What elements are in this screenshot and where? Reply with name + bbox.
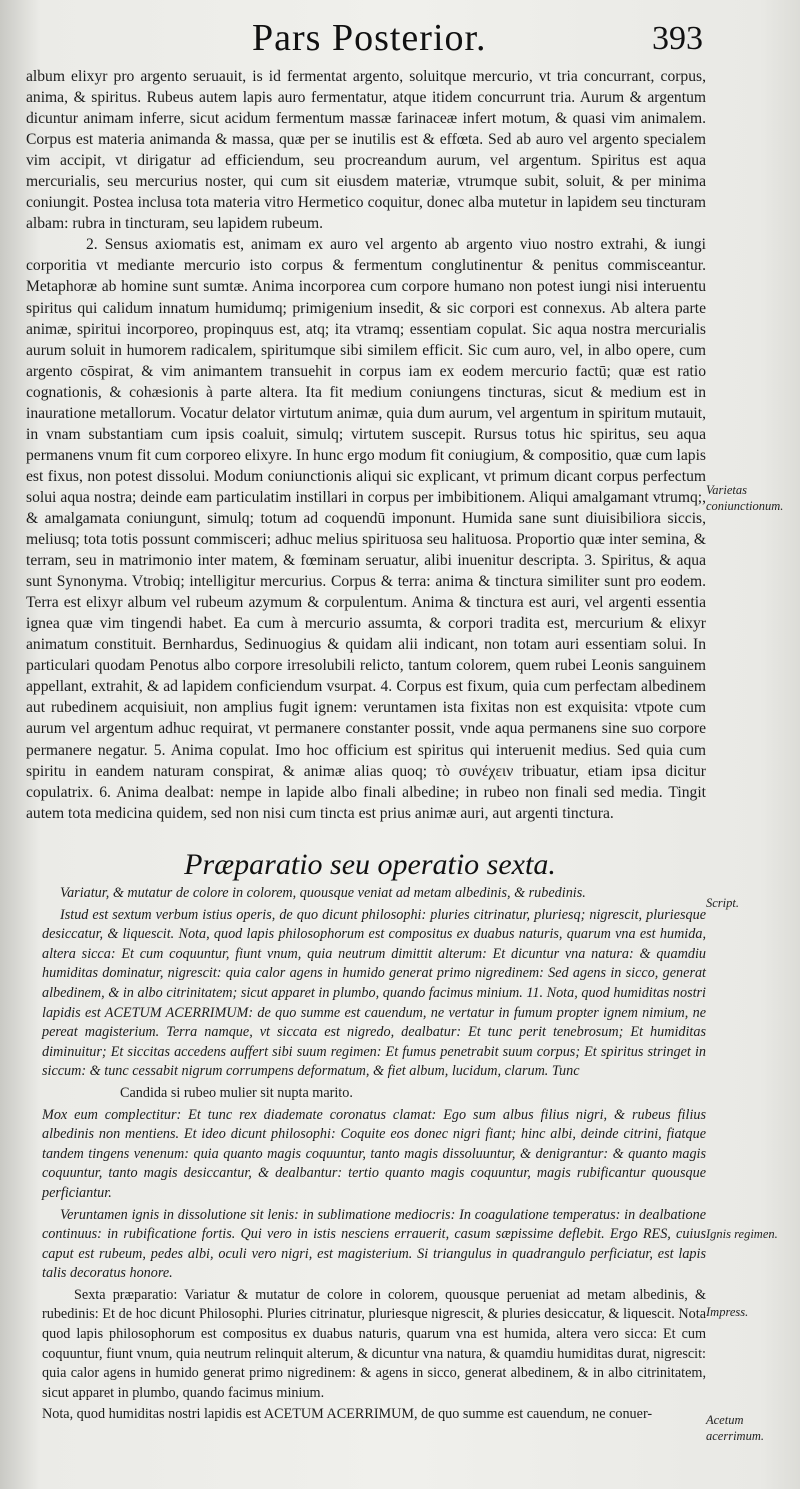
margin-note: Impress. [706, 1305, 749, 1319]
margin-note: Varietas coniunctionum. [706, 483, 784, 513]
running-head: Pars Posterior. [252, 17, 487, 59]
commentary-paragraph: album elixyr pro argento seruauit, is id fermentat argento, soluitque mercurio, vt tria concurrant, corpus, anima, & spiritus. Rubeus autem lapis auro fermentatur, atque itidem concurrunt tria. Aurum & argentum dicuntur animam inferre, sicut acidum fermentum massæ farinaceæ infert motum, & quasi vim animalem. Corpus est materia animanda & massa, quæ per se inutilis est & effœta. Sed ab auro vel argento specialem vim accipit, vt dirigatur ad efficiendum, seu procreandum aurum, vel argentum. Spiritus est aqua mercurialis, seu mercurius noster, qui cum sit eiusdem materiæ, vtrumque subit, soluit, & per minima coniungit. Postea inclusa tota materia vitro Hermetico coquitur, donec alba mutetur in lapidem seu tincturam albam: rubra in tincturam, seu lapidem rubeum. [26, 68, 706, 233]
page-header [0, 14, 800, 64]
preparation-paragraph: Nota, quod humiditas nostri lapidis est ACETUM ACERRIMUM, de quo summe est cauendum, ne conuer- [42, 1406, 653, 1423]
preparation-text [42, 884, 706, 1427]
verse-line: Candida si rubeo mulier sit nupta marito. [120, 1084, 353, 1101]
preparation-paragraph: Mox eum complectitur: Et tunc rex diademate coronatus clamat: Ego sum albus filius nigri, & rubeus filius albedinis non mentiens. Et ideo dicunt philosophi: Coquite eos donec nigri fiant; hinc albi, deinde citrini, fiatque tandem tingens venenum: quia quanto magis coquuntur, tanto magis dissoluuntur, & denigrantur: & quanto magis coquuntur, tanto magis desiccantur, & dealbantur: tertio quanto magis coquuntur, magis rubificantur quousque perficiantur. [42, 1106, 706, 1201]
preparation-paragraph: Sexta præparatio: Variatur & mutatur de colore in colorem, quousque perueniat ad metam albedinis, & rubedinis: Et de hoc dicunt Philosophi. Pluries citrinatur, pluriesque nigrescit, & pluries desiccatur, & liquescit. Nota quod lapis philosophorum est compositus ex duabus naturis, quarum vna est humida, altera vero sicca: Et cum coquuntur, fiunt vnum, quia neutrum relinquit alterum, & dicuntur vna natura, & quamdiu humiditas durat, nigrescit: quia calor agens in humido generat primo nigredinem: & agens in sicco, generat albedinem, & in albo citrinitatem, sicut apparet in plumbo, quando facimus minium. [42, 1286, 706, 1401]
margin-note: Script. [706, 896, 739, 910]
page-number: 393 [652, 20, 703, 57]
preparation-paragraph: Istud est sextum verbum istius operis, de quo dicunt philosophi: pluries citrinatur, pluriesq; nigrescit, pluriesque desiccatur, & liquescit. Nota, quod lapis philosophorum est compositus ex duabus naturis, quarum vna est humida, altera sicca: Et cum coquuntur, fiunt vnum, quia neutrum dimittit alterum: Et dicuntur vna natura: & quamdiu humiditas dominatur, nigrescit: quia calor agens in humido generat primo nigredinem: Sed agens in sicco, generat albedinem, & in albo citrinitatem; sicut apparet in plumbo, quando facimus minium. 11. Nota, quod humiditas nostri lapidis est ACETUM ACERRIMUM: de quo summe est cauendum, ne vertatur in fumum propter ignem nimium, ne pereat magisterium. Terra namque, vt siccata est nigredo, dealbatur: Et tunc perit tenebrosum; Et humiditas diminuitur; Et siccitas accedens auffert sibi suum regimen: Et fumus penetrabit suum corpus; Et spiritus stringet in siccum: & tunc cessabit nigrum corrumpens deformatum, & fiet album, lucidum, clarum. Tunc [42, 906, 706, 1080]
preparation-paragraph: Veruntamen ignis in dissolutione sit lenis: in sublimatione mediocris: In coagulatione temperatus: in dealbatione continuus: in rubificatione fortis. Qui vero in istis nesciens errauerit, casum sæpissime deflebit. Ergo RES, cuius caput est rubeum, pedes albi, oculi vero nigri, est magisterium. Si triangulus in quadrangulo perficiatur, est lapis talis decoratus honore. [42, 1206, 706, 1282]
commentary-text [26, 66, 706, 824]
section-title: Præparatio seu operatio sexta. [184, 848, 556, 881]
margin-note: Ignis regimen. [706, 1227, 778, 1241]
commentary-paragraph: 2. Sensus axiomatis est, animam ex auro vel argento ab argento viuo nostro extrahi, & iungi corporitia vt mediante mercurio isto corpus & fermentum conglutinentur & penitus commisceantur. Metaphoræ ab homine sunt sumtæ. Anima incorporea cum corpore humano non potest iungi nisi interuentu spiritus qui calidum innatum humidumq; primigenium insedit, & sic corpori est connexus. Ab altera parte animæ, spiritui incorporeo, propinquus est, atq; ita vtramq; essentiam copulat. Sic aqua nostra mercurialis aurum soluit in humorem radicalem, spiritumque sibi similem efficit. Sic cum auro, vel, in albo opere, cum argento cōspirat, & vim animantem transuehit in corpus iam ex eodem mercurio factū; quæ est ratio cognationis, & cohæsionis à parte altera. Ita fit medium coniungens tincturas, sicut & medium est in inauratione metallorum. Vocatur delator virtutum animæ, quia dum aurum, vel argentum in spiritum mutauit, in vnam substantiam cum ipsis coaluit, simulq; virtutem suscepit. Rursus totus hic spiritus, seu aqua permanens vnum fit cum corporeo elixyre. In hunc ergo modum fit coniugium, & compositio, quæ cum lapis est fixus, non potest dissolui. Modum coniunctionis aliqui sic explicant, vt primum dicant corpus perfectum solui aqua nostra; deinde eam particulatim instillari in corpus per imbibitionem. Aliqui amalgamant vtrumq;, & amalgamata coniungunt, simulq; totum ad coquendū imponunt. Humida sane sunt diuisibiliora siccis, meliusq; tota totis possunt commisceri; adhuc melius spirituosa seu halituosa. Proportio quæ inter semina, & terram, seu in matrimonio inter matem, & fœminam seruatur, alibi inuenitur descripta. 3. Spiritus, & aqua sunt Synonyma. Vtrobiq; intelligitur mercurius. Corpus & terra: anima & tinctura similiter sunt pro eodem. Terra est elixyr album vel rubeum azymum & corpulentum. Anima & tinctura est auri, vel argenti essentia ignea quæ vim tingendi habet. Ea cum à mercurio assumta, & corpori tradita est, mercurium & elixyr animatum constituit. Bernhardus, Sedinuogius & quidam alii indicant, non totam auri essentiam solui. In particulari quodam Penotus albo corpore irresolubili relicto, tantum colorem, quem rubei Leonis sanguinem appellant, extrahit, & ad lapidem conficiendum vsurpat. 4. Corpus est fixum, quia cum perfectam albedinem aut rubedinem acquisiuit, non amplius fugit ignem: veruntamen ista fixitas non est exquisita: vtpote cum aurum vel argentum adhuc requirat, vt permanere constanter possit, vnde aqua permanens sine suo corpore permanere negatur. 5. Anima copulat. Imo hoc officium est spiritus qui interuenit medius. Sed quia cum spiritu in eandem naturam conspirat, & animæ alias quoq; τὸ συνέχειν tribuatur, etiam ipsa dicitur copulatrix. 6. Anima dealbat: nempe in lapide albo finali albedine; in rubeo non finali sed media. Tingit autem tota medicina quidem, sed non nisi cum tincta est prius animæ auri, aut argenti tinctura. [26, 236, 706, 822]
margin-note: Acetum acerrimum. [706, 1413, 764, 1443]
preparation-paragraph: Variatur, & mutatur de colore in colorem, quousque veniat ad metam albedinis, & rubedinis. [60, 885, 586, 901]
